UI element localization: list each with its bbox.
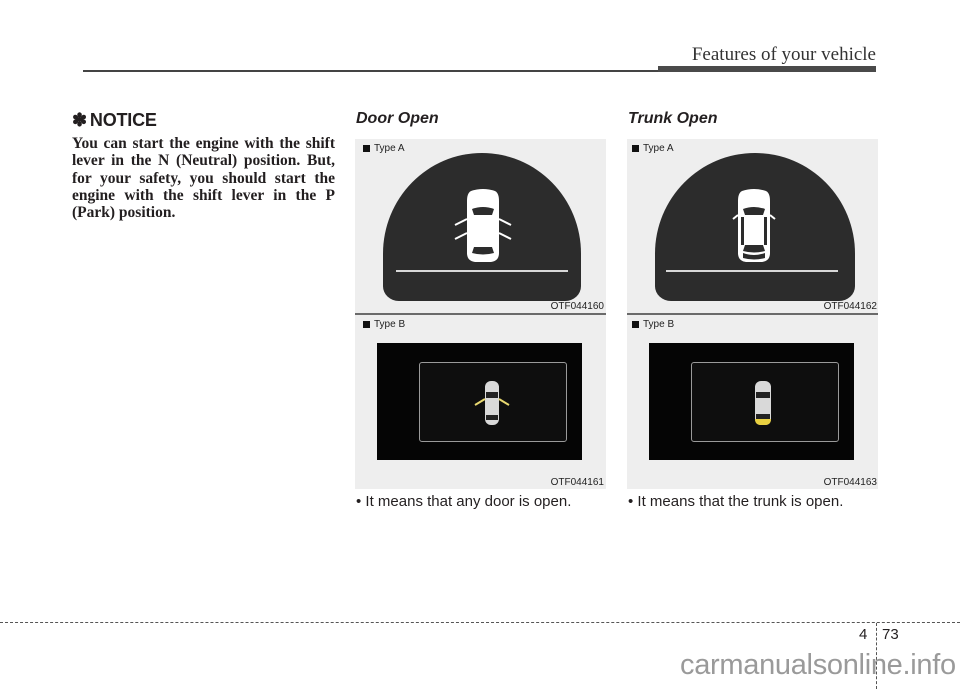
section-header-title: Features of your vehicle [691,44,876,65]
display-divider [396,270,568,272]
figure-code: OTF044163 [823,477,877,488]
type-b-label: Type B [632,319,674,330]
trunk-open-figure-type-a [627,139,878,313]
notice-title: NOTICE [89,110,157,130]
figure-code: OTF044162 [823,301,877,312]
door-open-figure-type-b [355,315,606,489]
header-rule [83,70,658,72]
door-open-car-icon [472,379,512,429]
display-divider [666,270,838,272]
notice-body: You can start the engine with the shift lever in the N (Neutral) position. But, for your safety, you should start the engine with the shift lever in the P (Park) position. [72,135,335,222]
page-number: 73 [882,626,899,643]
asterisk-icon: ✽ [72,110,87,130]
square-bullet-icon [363,321,370,328]
header-rule-thick [658,66,876,72]
trunk-open-car-icon [731,187,777,265]
square-bullet-icon [632,145,639,152]
trunk-open-car-icon [750,379,776,429]
watermark: carmanualsonline.info [680,649,956,681]
trunk-open-title: Trunk Open [628,110,718,127]
footer-rule [0,622,960,623]
chapter-number: 4 [859,626,868,643]
door-open-figure-type-a [355,139,606,313]
door-open-car-icon [453,187,513,265]
trunk-open-figure-type-b [627,315,878,489]
notice-heading [72,110,157,131]
lcd-display [649,343,854,460]
trunk-open-description: • It means that the trunk is open. [628,493,844,510]
type-a-label: Type A [363,143,405,154]
square-bullet-icon [632,321,639,328]
type-a-label: Type A [632,143,674,154]
figure-code: OTF044161 [550,477,604,488]
lcd-display [377,343,582,460]
cluster-display [655,153,855,301]
door-open-title: Door Open [356,110,439,127]
square-bullet-icon [363,145,370,152]
figure-code: OTF044160 [550,301,604,312]
type-b-label: Type B [363,319,405,330]
cluster-display [383,153,581,301]
door-open-description: • It means that any door is open. [356,493,572,510]
